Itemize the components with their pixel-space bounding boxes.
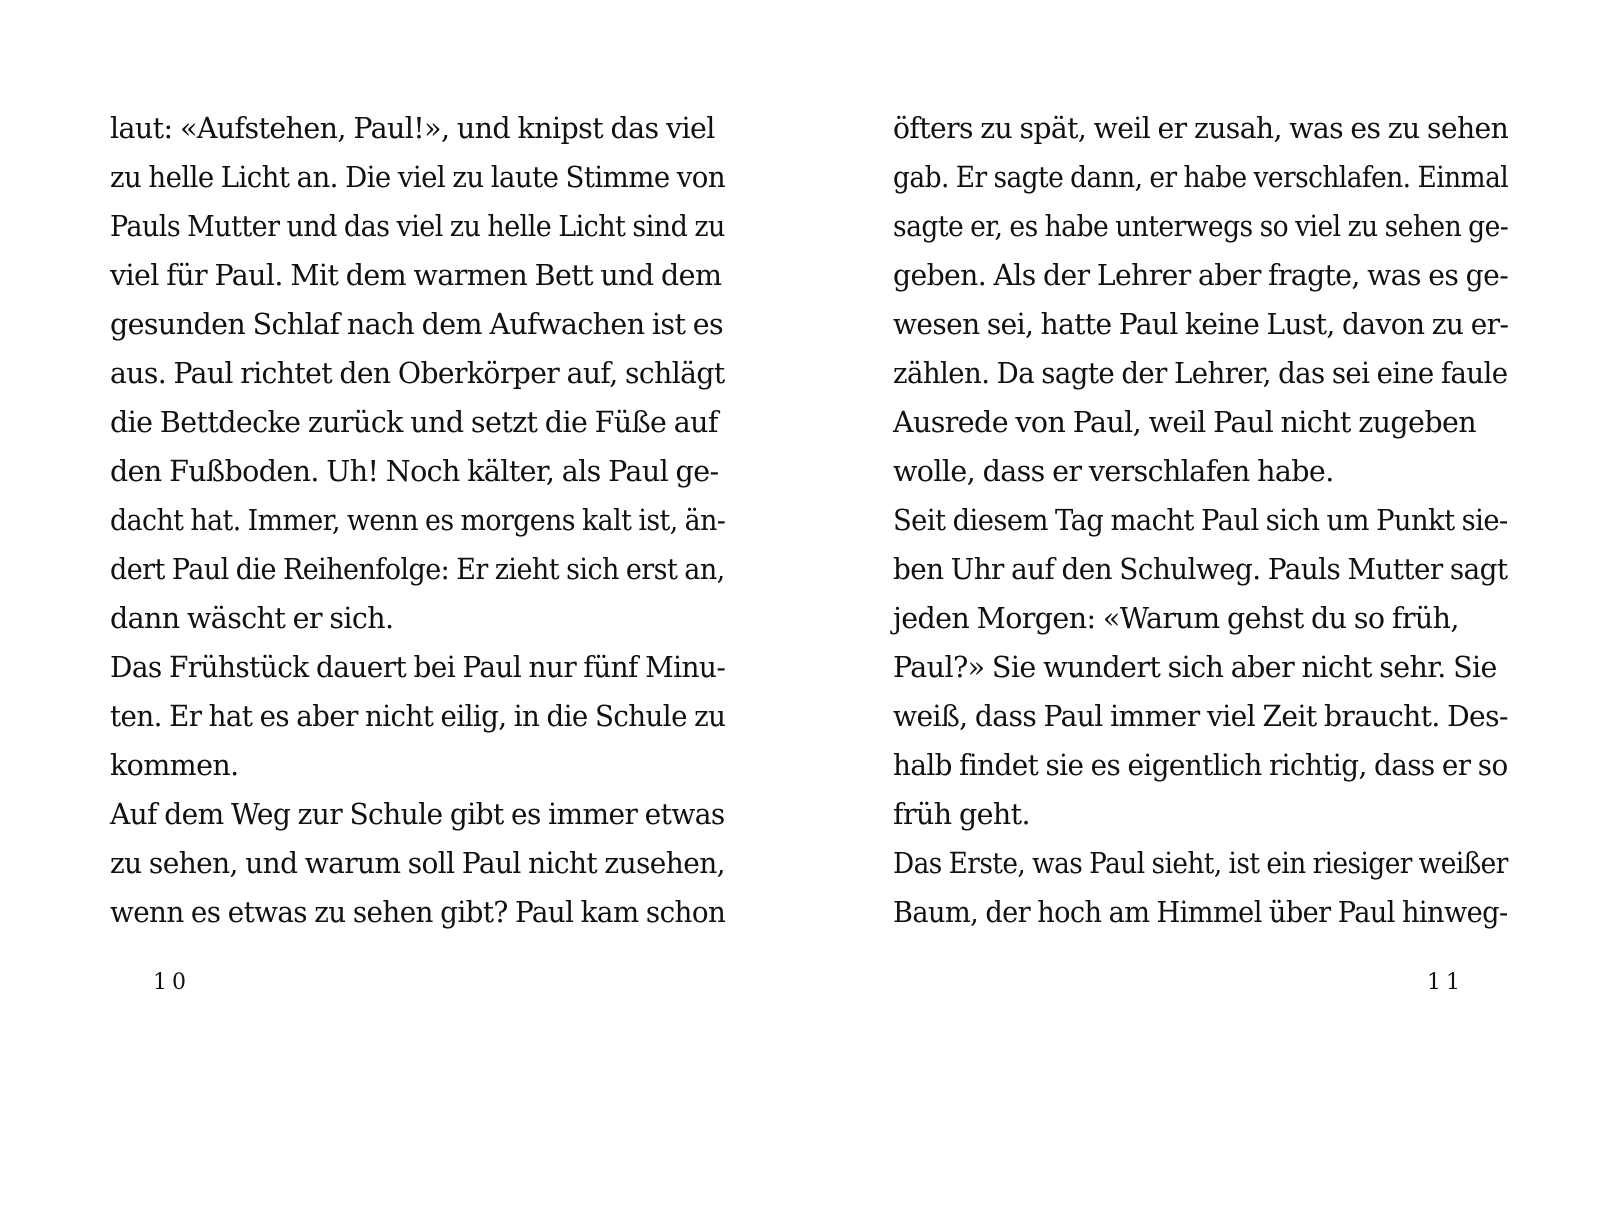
right-page-text bbox=[893, 104, 1508, 937]
text-line: früh geht. bbox=[893, 798, 1030, 831]
text-line: zu helle Licht an. Die viel zu laute Stimme von bbox=[110, 161, 726, 194]
text-line: zu sehen, und warum soll Paul nicht zusehen, bbox=[110, 847, 725, 880]
text-line: die Bettdecke zurück und setzt die Füße auf bbox=[110, 406, 718, 439]
text-line: wolle, dass er verschlafen habe. bbox=[893, 455, 1334, 488]
text-line: zählen. Da sagte der Lehrer, das sei eine faule bbox=[893, 357, 1508, 390]
text-line: gab. Er sagte dann, er habe verschlafen. Einmal bbox=[893, 161, 1509, 194]
text-line: Seit diesem Tag macht Paul sich um Punkt sie- bbox=[893, 504, 1508, 537]
text-line: Paul?» Sie wundert sich aber nicht sehr. Sie bbox=[893, 651, 1497, 684]
text-line: wesen sei, hatte Paul keine Lust, davon zu er- bbox=[893, 308, 1509, 341]
text-line: sagte er, es habe unterwegs so viel zu sehen ge- bbox=[893, 210, 1509, 243]
text-line: Das Frühstück dauert bei Paul nur fünf Minu- bbox=[110, 651, 726, 684]
page-number-left: 10 bbox=[153, 970, 191, 995]
text-line: laut: «Aufstehen, Paul!», und knipst das viel bbox=[110, 112, 715, 145]
text-line: Auf dem Weg zur Schule gibt es immer etwas bbox=[110, 798, 725, 831]
text-line: weiß, dass Paul immer viel Zeit braucht. Des- bbox=[893, 700, 1508, 733]
right-page bbox=[800, 0, 1600, 1216]
text-line: kommen. bbox=[110, 749, 239, 782]
text-line: Baum, der hoch am Himmel über Paul hinweg- bbox=[893, 896, 1508, 929]
text-line: halb findet sie es eigentlich richtig, dass er so bbox=[893, 749, 1508, 782]
text-line: wenn es etwas zu sehen gibt? Paul kam schon bbox=[110, 896, 726, 929]
text-line: viel für Paul. Mit dem warmen Bett und dem bbox=[110, 259, 722, 292]
text-line: Pauls Mutter und das viel zu helle Licht sind zu bbox=[110, 210, 725, 243]
page-number-right: 11 bbox=[1427, 970, 1465, 995]
text-line: ten. Er hat es aber nicht eilig, in die Schule zu bbox=[110, 700, 726, 733]
text-line: aus. Paul richtet den Oberkörper auf, schlägt bbox=[110, 357, 725, 390]
text-line: dann wäscht er sich. bbox=[110, 602, 394, 635]
text-line: gesunden Schlaf nach dem Aufwachen ist es bbox=[110, 308, 724, 341]
left-page-text bbox=[110, 104, 725, 937]
text-line: Ausrede von Paul, weil Paul nicht zugeben bbox=[893, 406, 1476, 439]
text-line: Das Erste, was Paul sieht, ist ein riesiger weißer bbox=[893, 847, 1508, 880]
text-line: dacht hat. Immer, wenn es morgens kalt ist, än- bbox=[110, 504, 726, 537]
text-line: öfters zu spät, weil er zusah, was es zu sehen bbox=[893, 112, 1509, 145]
text-line: dert Paul die Reihenfolge: Er zieht sich erst an, bbox=[110, 553, 725, 586]
text-line: den Fußboden. Uh! Noch kälter, als Paul ge- bbox=[110, 455, 719, 488]
text-line: geben. Als der Lehrer aber fragte, was es ge- bbox=[893, 259, 1509, 292]
text-line: jeden Morgen: «Warum gehst du so früh, bbox=[893, 602, 1459, 635]
text-line: ben Uhr auf den Schulweg. Pauls Mutter sagt bbox=[893, 553, 1508, 586]
